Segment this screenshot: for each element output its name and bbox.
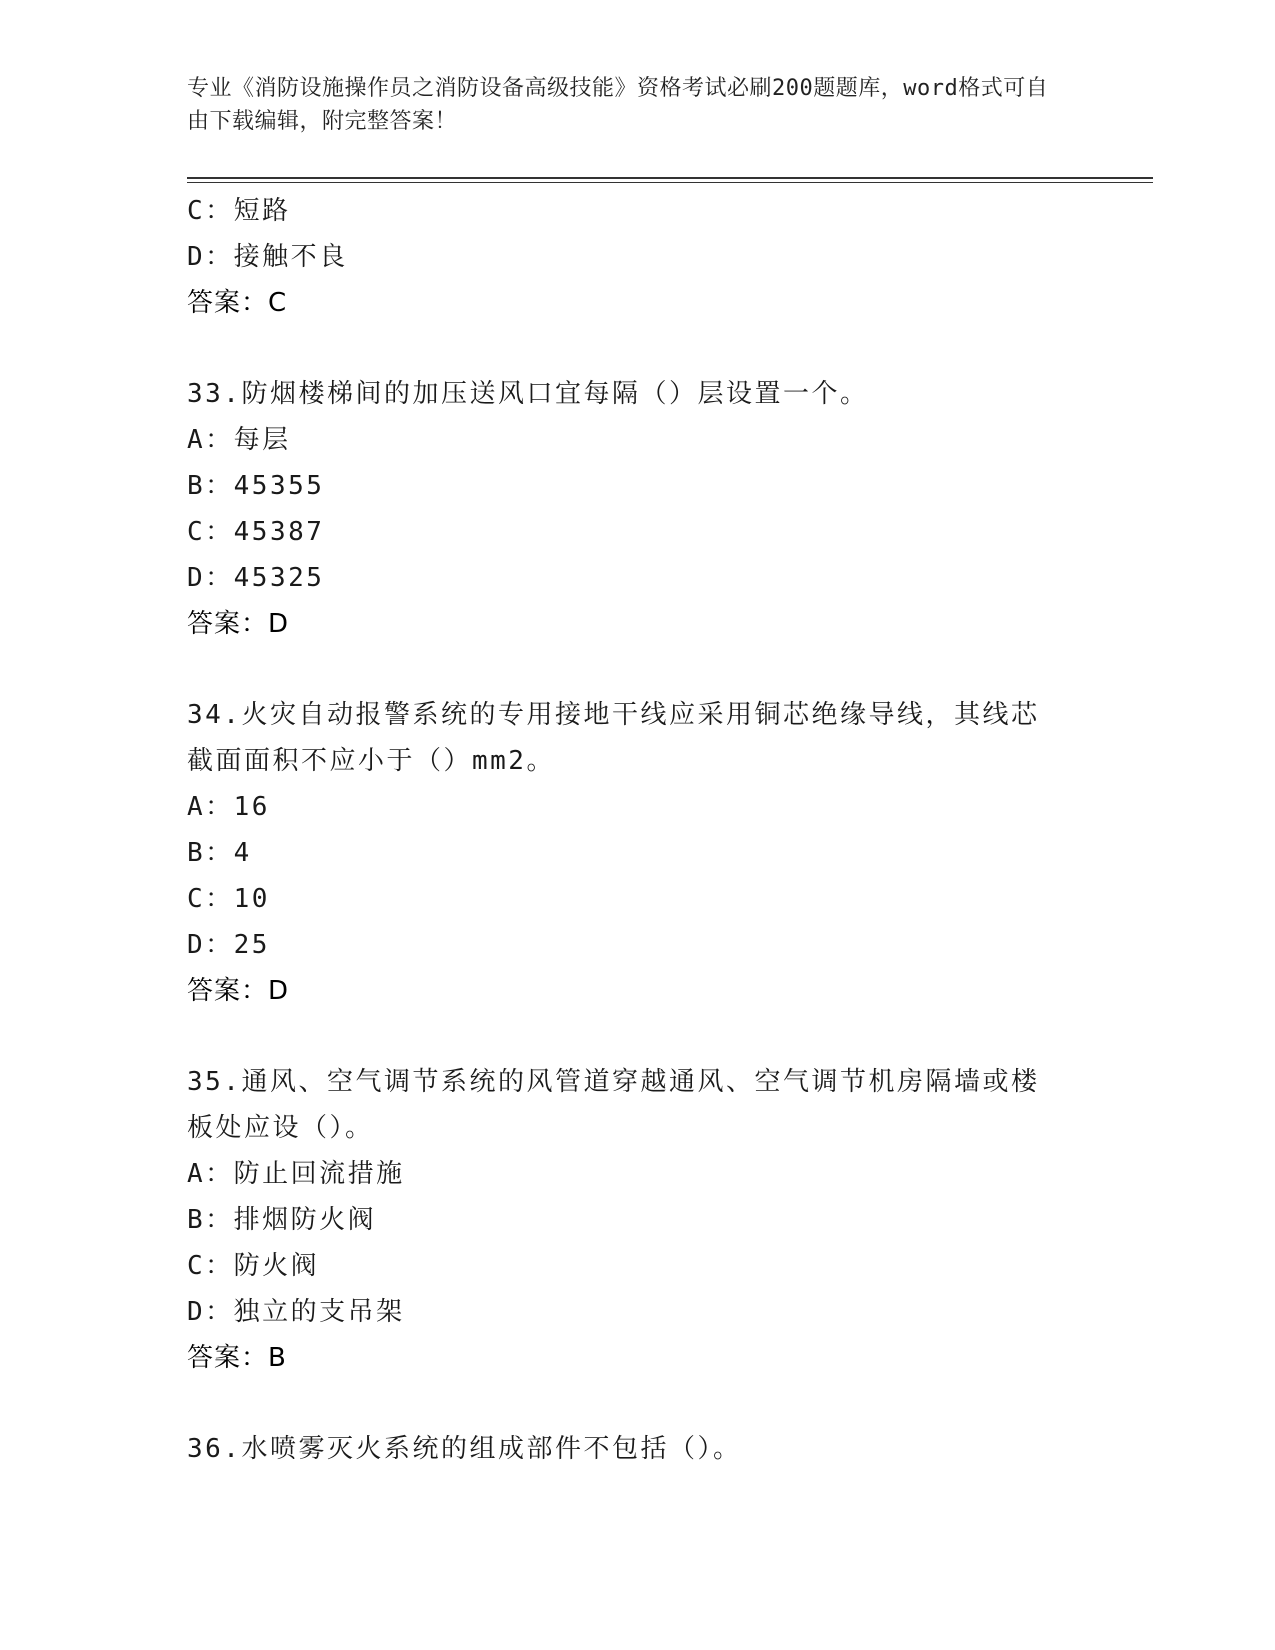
question-list xyxy=(187,188,1087,1472)
header-rule-thick xyxy=(187,177,1153,179)
question-stem: 34.火灾自动报警系统的专用接地干线应采用铜芯绝缘导线，其线芯截面面积不应小于（）mm2。 xyxy=(187,700,1040,776)
option-a: A：防止回流措施 xyxy=(187,1159,405,1189)
option-c: C：45387 xyxy=(187,517,325,547)
option-c: C：防火阀 xyxy=(187,1251,320,1281)
answer-line: 答案：D xyxy=(187,976,290,1006)
option-b: B：45355 xyxy=(187,471,325,501)
option-b: B：4 xyxy=(187,838,252,868)
option-d: D：独立的支吊架 xyxy=(187,1297,405,1327)
spacer xyxy=(187,1014,1087,1059)
page-header: 专业《消防设施操作员之消防设备高级技能》资格考试必刷200题题库，word格式可自由下载编辑，附完整答案！ xyxy=(187,76,1049,134)
option-a: A：每层 xyxy=(187,425,291,455)
option-d: D：接触不良 xyxy=(187,242,348,272)
answer-line: 答案：D xyxy=(187,609,290,639)
option-d: D：25 xyxy=(187,930,270,960)
option-c: C：短路 xyxy=(187,196,291,226)
option-a: A：16 xyxy=(187,792,270,822)
answer-line: 答案：C xyxy=(187,288,288,318)
spacer xyxy=(187,1381,1087,1426)
question-stem: 33.防烟楼梯间的加压送风口宜每隔（）层设置一个。 xyxy=(187,379,869,409)
header-rule-thin xyxy=(187,182,1153,183)
spacer xyxy=(187,647,1087,692)
option-d: D：45325 xyxy=(187,563,325,593)
answer-line: 答案：B xyxy=(187,1343,287,1373)
question-stem: 36.水喷雾灭火系统的组成部件不包括（）。 xyxy=(187,1434,742,1464)
spacer xyxy=(187,326,1087,371)
option-c: C：10 xyxy=(187,884,270,914)
option-b: B：排烟防火阀 xyxy=(187,1205,377,1235)
question-stem: 35.通风、空气调节系统的风管道穿越通风、空气调节机房隔墙或楼板处应设（）。 xyxy=(187,1067,1040,1143)
